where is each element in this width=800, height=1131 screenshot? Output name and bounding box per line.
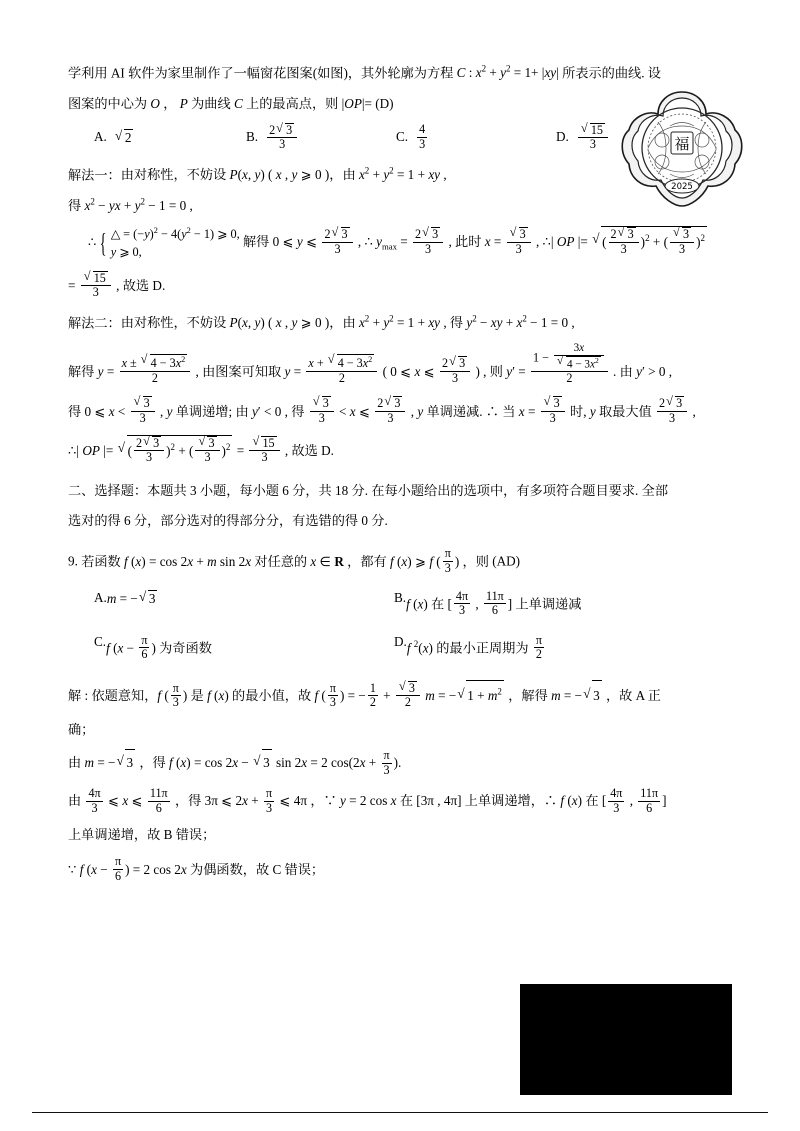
- s1l2: 得 $x^2$ − yx + $y^2 - 1 = 0$ ,: [68, 196, 193, 213]
- q9-choice-a-text: m = − √ 3: [107, 590, 159, 607]
- q9-choice-d[interactable]: [394, 634, 694, 662]
- q9-solution-line-5: 上单调递增，故 B 错误；: [68, 827, 216, 843]
- choice-b-label: B.: [246, 129, 259, 145]
- solution-2-line-2: [68, 342, 732, 387]
- q9-solution-line-4: [68, 786, 732, 815]
- s2l2: 解得 y = $\frac{x \pm √ 4 - 3x^2}{2}$ , 由图案可知取 y = $\frac{x + √ 4 - 3x^2}{2}$ ( 0 ⩽ x ⩽ $\frac{2 √ 3}{3}$ ) , 则 y′ = 1 − 3x √ $4 - 3x^2$ 2 . 由 y′ > 0 ,: [68, 364, 672, 379]
- q9-solution-line-2: 确；: [68, 722, 95, 738]
- s1l1: 由对称性，不妨设 P(x, y) ( x , y ⩾ 0 )，由 $x^2 + y^2 = 1$ + xy ,: [120, 165, 447, 183]
- answer-q8: (D): [375, 95, 394, 111]
- choice-c-value: $\frac{4}{3}$: [419, 122, 426, 151]
- q9-options-row-2: [68, 634, 732, 662]
- stem-text-post: 所表示的曲线. 设: [562, 65, 661, 81]
- choice-a-value: √ 2: [114, 129, 135, 146]
- problem-stem-line-2: [68, 93, 628, 114]
- q9-choice-b[interactable]: [394, 590, 694, 618]
- section-2-line-2: 选对的得 6 分，部分选对的得部分分，有选错的得 0 分.: [68, 513, 388, 529]
- flower-center-character: 福: [674, 135, 690, 153]
- q9-choice-b-label: B.: [394, 589, 407, 605]
- q9-sol-4: 由 $\frac{4\pi}{3}$ ⩽ x ⩽ $\frac{11\pi}{6}$ ，得 3π ⩽ 2x + $\frac{\pi}{3}$ ⩽ 4π ，∵ y = 2 cos x 在 [3π , 4π] 上单调递增，∴ f (x) 在 [ $\frac{4\pi}{3}$ , $\frac{11\pi}{6}$ ]: [68, 786, 667, 815]
- stem2-tail: 上的最高点，则: [246, 95, 339, 111]
- s2l4: ∴| OP |= √ ( $\frac{2 √ 3}{3}$ )$^2$ + ( √ $\frac{3}{3}$ )$^2$ = √ $\frac{15}{3}$ , 故选 D.: [68, 443, 334, 458]
- window-flower-figure: [618, 88, 746, 213]
- q9-solution-line-3: [68, 749, 732, 777]
- q9-number: 9.: [68, 553, 78, 569]
- s1l4: = √ $\frac{15}{3}$ , 故选 D.: [68, 278, 165, 293]
- q9-choice-d-text: f $^2$(x) 的最小正周期为 $\frac{\pi}{2}$: [406, 632, 542, 662]
- choice-c[interactable]: [396, 123, 556, 152]
- brace-row-2: y ⩾ 0,: [110, 244, 142, 259]
- choice-b-value: $\frac{2 √ 3}{3}$: [265, 123, 299, 152]
- question-9-stem: [68, 547, 732, 575]
- q9-answer: (AD): [492, 553, 521, 569]
- s2l1: 由对称性，不妨设 P(x, y) ( x , y ⩾ 0 )，由 $x^2 + y^2 = 1$ + xy , 得 $y^2$ − xy + $x^2 - 1 = 0$ ,: [120, 313, 575, 331]
- solution-1-line-4: [68, 271, 732, 300]
- q9-sol-6: ∵ f (x − $\frac{\pi}{6}$ ) = 2 cos 2x 为偶函数，故 C 错误；: [68, 854, 325, 883]
- q9-choice-c[interactable]: [94, 634, 394, 662]
- symbol-c: C: [233, 95, 243, 111]
- stem2-op: |OP|=: [341, 95, 372, 111]
- q9-choice-b-text: f (x) 在 [ $\frac{4\pi}{3}$ , $\frac{11\pi}{6}$ ] 上单调递减: [406, 588, 582, 618]
- stem-formula-outline: C : $x^2 + y^2 = 1+ |xy|$: [456, 64, 559, 81]
- s1l3-therefore: ∴: [88, 234, 97, 250]
- q9-sol-1: f ( $\frac{\pi}{3}$ ) 是 f (x) 的最小值，故 f ( $\frac{\pi}{3}$ ) = − $\frac{1}{2}$ + √ $\frac{3}{2}$ m = − √ $1 + m^2$ ，解得 m = − √ 3 ，故 A 正: [157, 688, 661, 703]
- redacted-region: [520, 984, 732, 1095]
- choice-c-label: C.: [396, 129, 409, 145]
- choice-a-label: A.: [94, 129, 107, 145]
- symbol-p: P: [179, 95, 188, 111]
- flower-year-label: 2025: [671, 182, 693, 192]
- q9-stem-text: 若函数 f (x) = cos 2x + m sin 2x 对任意的 x ∈ R ，都有 f (x) ⩾ f ( $\frac{\pi}{3}$ ) ，则: [81, 546, 489, 576]
- s1l3-rest: 解得 0 ⩽ y ⩽ $\frac{2 √ 3}{3}$ , ∴ $y_{max}$ = $\frac{2 √ 3}{3}$ , 此时 x = √ $\frac{3}{3}$ , ∴| OP |= √ ( $\frac{2 √ 3}{3}$ )$^2$ + ( √ $\frac{3}{3}$ )$^2$: [243, 234, 708, 249]
- brace-row-1: { △ = $(-y)^2 - 4(y^2 - 1)$ ⩾ 0,: [110, 225, 240, 241]
- page-bottom-rule: [32, 1112, 768, 1113]
- s1-case-brace: [100, 225, 240, 262]
- s2l3: 得 0 ⩽ x < √ $\frac{3}{3}$ , y 单调递增; 由 y′ < 0 , 得 √ $\frac{3}{3}$ < x ⩽ $\frac{2 √ 3}{3}$ , y 单调递减. ∴ 当 x = √ $\frac{3}{3}$ 时, y 取最大值 $\frac{2 √ 3}{3}$ ,: [68, 404, 696, 419]
- q9-solution-line-1: [68, 680, 732, 710]
- section-2-line-1: 二、选择题：本题共 3 小题，每小题 6 分，共 18 分. 在每小题给出的选项中，有多项符合题目要求. 全部: [68, 483, 669, 499]
- problem-stem-line-1: [68, 62, 663, 84]
- stem2-post: 为曲线: [191, 95, 231, 111]
- solution-1-heading: 解法一：: [68, 167, 121, 183]
- stem2-pre: 图案的中心为: [68, 95, 148, 111]
- q9-options-row-1: [68, 590, 732, 618]
- q9-choice-a[interactable]: [94, 590, 394, 618]
- choice-a[interactable]: [94, 123, 246, 152]
- q9-choice-a-label: A.: [94, 589, 107, 605]
- solution-2-heading: 解法二：: [68, 315, 121, 331]
- solution-2-line-4: [68, 435, 732, 467]
- q9-choice-d-label: D.: [394, 633, 407, 649]
- solution-2-line-1: [68, 312, 732, 334]
- choice-d-label: D.: [556, 129, 569, 145]
- solution-1-line-3: [68, 225, 732, 262]
- q9-choice-c-label: C.: [94, 633, 107, 649]
- symbol-o: O: [150, 95, 160, 111]
- q9-sol-label: 解 : 依题意知，: [68, 687, 158, 703]
- q9-sol-3: 由 m = − √ 3 ，得 f (x) = cos 2x − √ 3 sin 2x = 2 cos(2x + $\frac{\pi}{3}$ ).: [68, 755, 401, 770]
- choice-d-value: √ $\frac{15}{3}$: [576, 123, 610, 152]
- stem2-mid: ，: [163, 95, 177, 111]
- q9-solution-line-6: [68, 855, 732, 884]
- solution-2-line-3: [68, 396, 732, 425]
- stem-text-pre: 学利用 AI 软件为家里制作了一幅窗花图案(如图)，其外轮廓为方程: [68, 65, 454, 81]
- choice-b[interactable]: [246, 123, 396, 152]
- q9-choice-c-text: f (x − $\frac{\pi}{6}$ ) 为奇函数: [106, 632, 212, 662]
